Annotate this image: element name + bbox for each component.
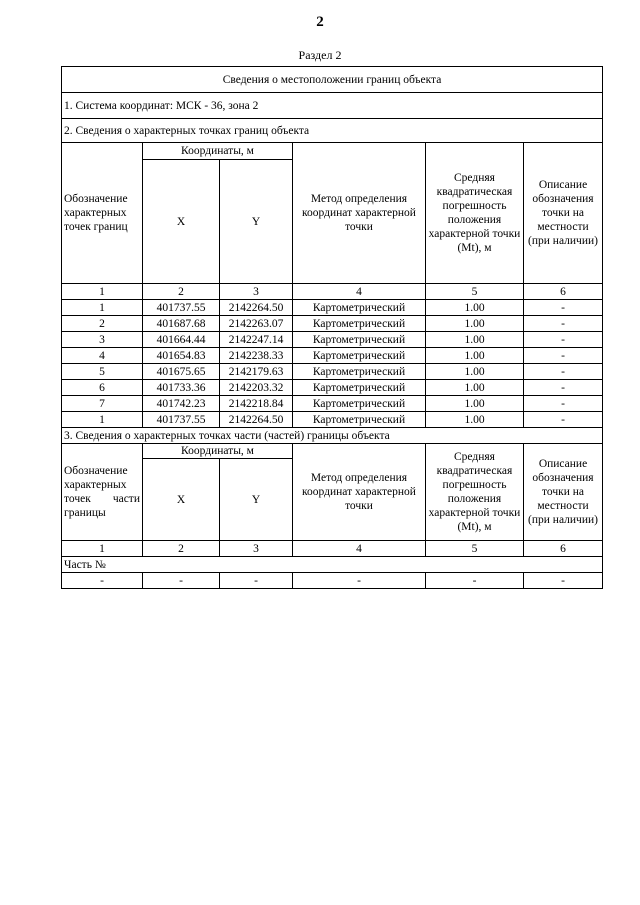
header-x-part: X	[143, 459, 220, 541]
point-cell-3: 2142218.84	[220, 396, 293, 412]
point-cell-2: 401654.83	[143, 348, 220, 364]
header-x: X	[143, 160, 220, 284]
header-designation: Обозначение характерных точек границ	[62, 143, 143, 284]
part-column-number-cell-5: 5	[426, 541, 524, 557]
point-cell-5: 1.00	[426, 300, 524, 316]
part-label: Часть №	[62, 557, 603, 573]
part-cell-1: -	[62, 573, 143, 589]
part-cell-5: -	[426, 573, 524, 589]
point-cell-6: -	[524, 316, 603, 332]
header-coordinates: Координаты, м	[143, 143, 293, 160]
page-number: 2	[316, 14, 324, 30]
point-cell-5: 1.00	[426, 380, 524, 396]
point-cell-2: 401737.55	[143, 300, 220, 316]
points-section-title: 2. Сведения о характерных точках границ объекта	[62, 119, 603, 143]
part-column-number-cell-6: 6	[524, 541, 603, 557]
section-title: Раздел 2	[298, 48, 342, 62]
column-numbers-row	[62, 284, 603, 300]
table-row	[62, 364, 603, 380]
header-y-part: Y	[220, 459, 293, 541]
point-cell-1: 7	[62, 396, 143, 412]
part-cell-6: -	[524, 573, 603, 589]
column-number-cell-5: 5	[426, 284, 524, 300]
table-row	[62, 380, 603, 396]
point-cell-2: 401737.55	[143, 412, 220, 428]
header-error-part: Средняя квадратическая погрешность положения характерной точки (Mt), м	[426, 444, 524, 541]
point-cell-6: -	[524, 332, 603, 348]
part-column-number-cell-2: 2	[143, 541, 220, 557]
point-cell-1: 6	[62, 380, 143, 396]
part-data-row	[62, 573, 603, 589]
point-cell-6: -	[524, 364, 603, 380]
header-coordinates-part: Координаты, м	[143, 444, 293, 459]
table-row	[62, 396, 603, 412]
point-cell-2: 401675.65	[143, 364, 220, 380]
point-cell-4: Картометрический	[293, 348, 426, 364]
point-cell-5: 1.00	[426, 316, 524, 332]
table-title: Сведения о местоположении границ объекта	[62, 67, 603, 93]
point-cell-4: Картометрический	[293, 316, 426, 332]
table-row	[62, 332, 603, 348]
column-number-cell-6: 6	[524, 284, 603, 300]
point-cell-1: 1	[62, 412, 143, 428]
part-column-number-cell-4: 4	[293, 541, 426, 557]
point-cell-4: Картометрический	[293, 364, 426, 380]
point-cell-4: Картометрический	[293, 332, 426, 348]
point-cell-5: 1.00	[426, 412, 524, 428]
column-number-cell-3: 3	[220, 284, 293, 300]
point-cell-3: 2142247.14	[220, 332, 293, 348]
header-description-part: Описание обозначения точки на местности (при наличии)	[524, 444, 603, 541]
header-y: Y	[220, 160, 293, 284]
point-cell-6: -	[524, 380, 603, 396]
column-number-cell-2: 2	[143, 284, 220, 300]
point-cell-1: 2	[62, 316, 143, 332]
table-row	[62, 316, 603, 332]
point-cell-6: -	[524, 348, 603, 364]
column-number-cell-1: 1	[62, 284, 143, 300]
table-row	[62, 348, 603, 364]
header-method: Метод определения координат характерной точки	[293, 143, 426, 284]
header-method-part: Метод определения координат характерной точки	[293, 444, 426, 541]
part-cell-2: -	[143, 573, 220, 589]
point-cell-4: Картометрический	[293, 412, 426, 428]
part-section-title: 3. Сведения о характерных точках части (частей) границы объекта	[62, 428, 603, 444]
part-column-numbers-row	[62, 541, 603, 557]
point-cell-3: 2142238.33	[220, 348, 293, 364]
point-cell-5: 1.00	[426, 332, 524, 348]
point-cell-4: Картометрический	[293, 380, 426, 396]
point-cell-3: 2142203.32	[220, 380, 293, 396]
header-error: Средняя квадратическая погрешность положения характерной точки (Mt), м	[426, 143, 524, 284]
point-cell-4: Картометрический	[293, 396, 426, 412]
point-cell-5: 1.00	[426, 396, 524, 412]
point-cell-3: 2142263.07	[220, 316, 293, 332]
part-cell-4: -	[293, 573, 426, 589]
table-row	[62, 412, 603, 428]
point-cell-5: 1.00	[426, 364, 524, 380]
point-cell-4: Картометрический	[293, 300, 426, 316]
part-cell-3: -	[220, 573, 293, 589]
table-row	[62, 300, 603, 316]
point-cell-1: 3	[62, 332, 143, 348]
point-cell-1: 4	[62, 348, 143, 364]
point-cell-2: 401742.23	[143, 396, 220, 412]
point-cell-2: 401733.36	[143, 380, 220, 396]
point-cell-5: 1.00	[426, 348, 524, 364]
point-cell-1: 1	[62, 300, 143, 316]
point-cell-1: 5	[62, 364, 143, 380]
point-cell-3: 2142264.50	[220, 300, 293, 316]
point-cell-6: -	[524, 412, 603, 428]
part-column-number-cell-1: 1	[62, 541, 143, 557]
point-cell-3: 2142264.50	[220, 412, 293, 428]
point-cell-3: 2142179.63	[220, 364, 293, 380]
part-column-number-cell-3: 3	[220, 541, 293, 557]
header-description: Описание обозначения точки на местности (при наличии)	[524, 143, 603, 284]
coord-system: 1. Система координат: МСК - 36, зона 2	[62, 93, 603, 119]
boundaries-table	[61, 66, 603, 589]
column-number-cell-4: 4	[293, 284, 426, 300]
point-cell-2: 401664.44	[143, 332, 220, 348]
point-cell-2: 401687.68	[143, 316, 220, 332]
point-cell-6: -	[524, 300, 603, 316]
header-designation-part: Обозначение характерных точек части границы	[62, 444, 143, 541]
point-cell-6: -	[524, 396, 603, 412]
